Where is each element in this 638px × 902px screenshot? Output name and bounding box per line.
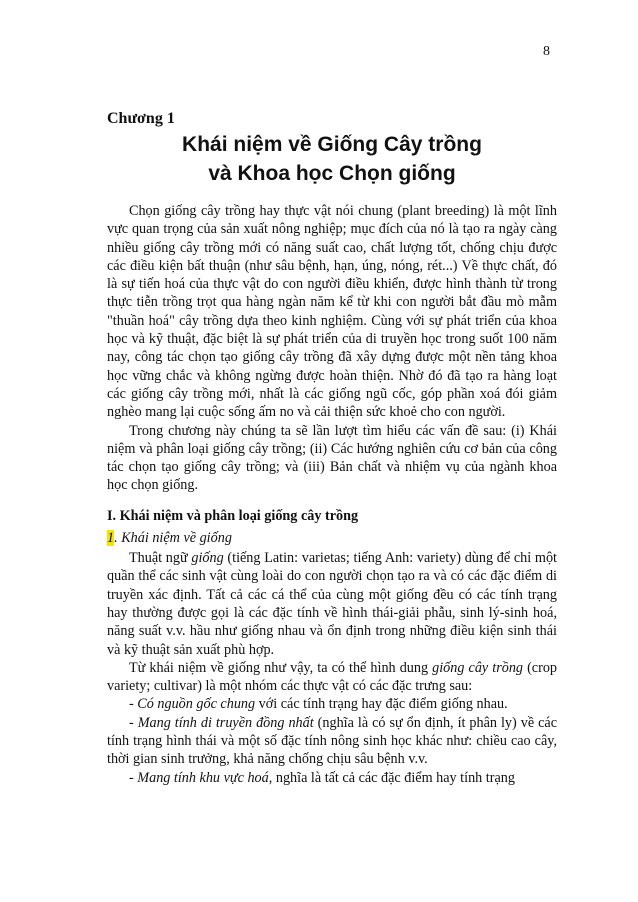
- emphasis-term: Có nguồn gốc chung: [137, 696, 256, 713]
- subsection-title: . Khái niệm về giống: [114, 529, 232, 546]
- chapter-title-line-1: Khái niệm về Giống Cây trồng: [182, 133, 482, 156]
- text-run: , nghĩa là tất cả các đặc điểm hay tính trạng: [268, 769, 515, 786]
- page-content: [107, 110, 557, 787]
- emphasis-term: Mang tính di truyền đồng nhất: [137, 714, 314, 731]
- text-run: (nghĩa là có sự ổn định, ít phân ly) về các tính trạng hình thái và một số đặc tính nông sinh học khác như: chiều cao cây, thời gian sinh trưởng, khả năng chống chịu sâu bệnh v.v.: [107, 714, 557, 768]
- text-run: (tiếng Latin: varietas; tiếng Anh: variety) dùng để chỉ một quần thể các sinh vật cùng loài do con người chọn tạo ra và có các đặc điểm di truyền xác định. Tất cả các cá thể của cùng một giống đều có các tính trạng hay thường được gọi là các đặc tính về hình thái-giải phẫu, sinh lý-sinh hoá, năng suất v.v. hầu như giống nhau và ổn định trong những điều kiện sinh thái và kỹ thuật sản xuất phù hợp.: [107, 550, 557, 658]
- text-run: với các tính trạng hay đặc điểm giống nhau.: [255, 696, 508, 713]
- subsection-heading: [107, 529, 557, 547]
- variety-paragraph: [107, 659, 557, 696]
- list-item: [107, 714, 557, 769]
- chapter-title-line-2: và Khoa học Chọn giống: [208, 162, 456, 185]
- chapter-label: Chương 1: [107, 110, 175, 127]
- emphasis-term: giống: [191, 550, 224, 567]
- bullet-dash: -: [129, 714, 138, 731]
- chapter-title: [107, 130, 557, 188]
- text-run: (crop variety; cultivar) là một nhóm các thực vật có các đặc trưng sau:: [107, 659, 558, 695]
- section-heading: I. Khái niệm và phân loại giống cây trồng: [107, 507, 359, 524]
- text-run: Từ khái niệm về giống như vậy, ta có thể hình dung: [129, 659, 433, 676]
- bullet-dash: -: [129, 696, 138, 713]
- list-item: [107, 769, 557, 787]
- subsection-number: 1: [107, 529, 115, 546]
- text-run: Thuật ngữ: [129, 550, 192, 567]
- definition-paragraph: [107, 549, 557, 659]
- intro-paragraph-2: Trong chương này chúng ta sẽ lần lượt tìm hiểu các vấn đề sau: (i) Khái niệm và phân loại giống cây trồng; (ii) Các hướng nghiên cứu cơ bản của công tác chọn tạo giống cây trồng; và (iii) Bản chất và nhiệm vụ của ngành khoa học chọn giống.: [107, 422, 557, 494]
- intro-paragraph-1: Chọn giống cây trồng hay thực vật nói chung (plant breeding) là một lĩnh vực quan trọng của sản xuất nông nghiệp; mục đích của nó là tạo ra ngày càng nhiều giống cây trồng mới có năng suất cao, chất lượng tốt, chống chịu được các điều kiện bất thuận (như sâu bệnh, hạn, úng, nóng, rét...) Về thực chất, đó là sự tiến hoá của thực vật do con người điều khiển, được hình thành từ trong thực tiễn trồng trọt qua hàng ngàn năm kể từ khi con người bắt đầu mò mẫm "thuần hoá" cây trồng dựa theo kinh nghiệm. Cùng với sự phát triển của khoa học và kỹ thuật, đặc biệt là sự phát triển của di truyền học trong suốt 100 năm nay, công tác chọn tạo giống cây trồng đã xây dựng được một nền tảng khoa học vững chắc và không ngừng được hoàn thiện. Nhờ đó đã tạo ra hàng loạt các giống cây trồng mới, nhất là các giống ngũ cốc, góp phần xoá đói giảm nghèo mang lại cuộc sống ấm no và cải thiện sức khoẻ cho con người.: [107, 203, 557, 421]
- list-item: [107, 695, 557, 713]
- bullet-dash: -: [129, 769, 138, 786]
- page-number: 8: [543, 44, 550, 59]
- emphasis-term: Mang tính khu vực hoá: [137, 769, 269, 786]
- emphasis-term: giống cây trồng: [432, 659, 524, 676]
